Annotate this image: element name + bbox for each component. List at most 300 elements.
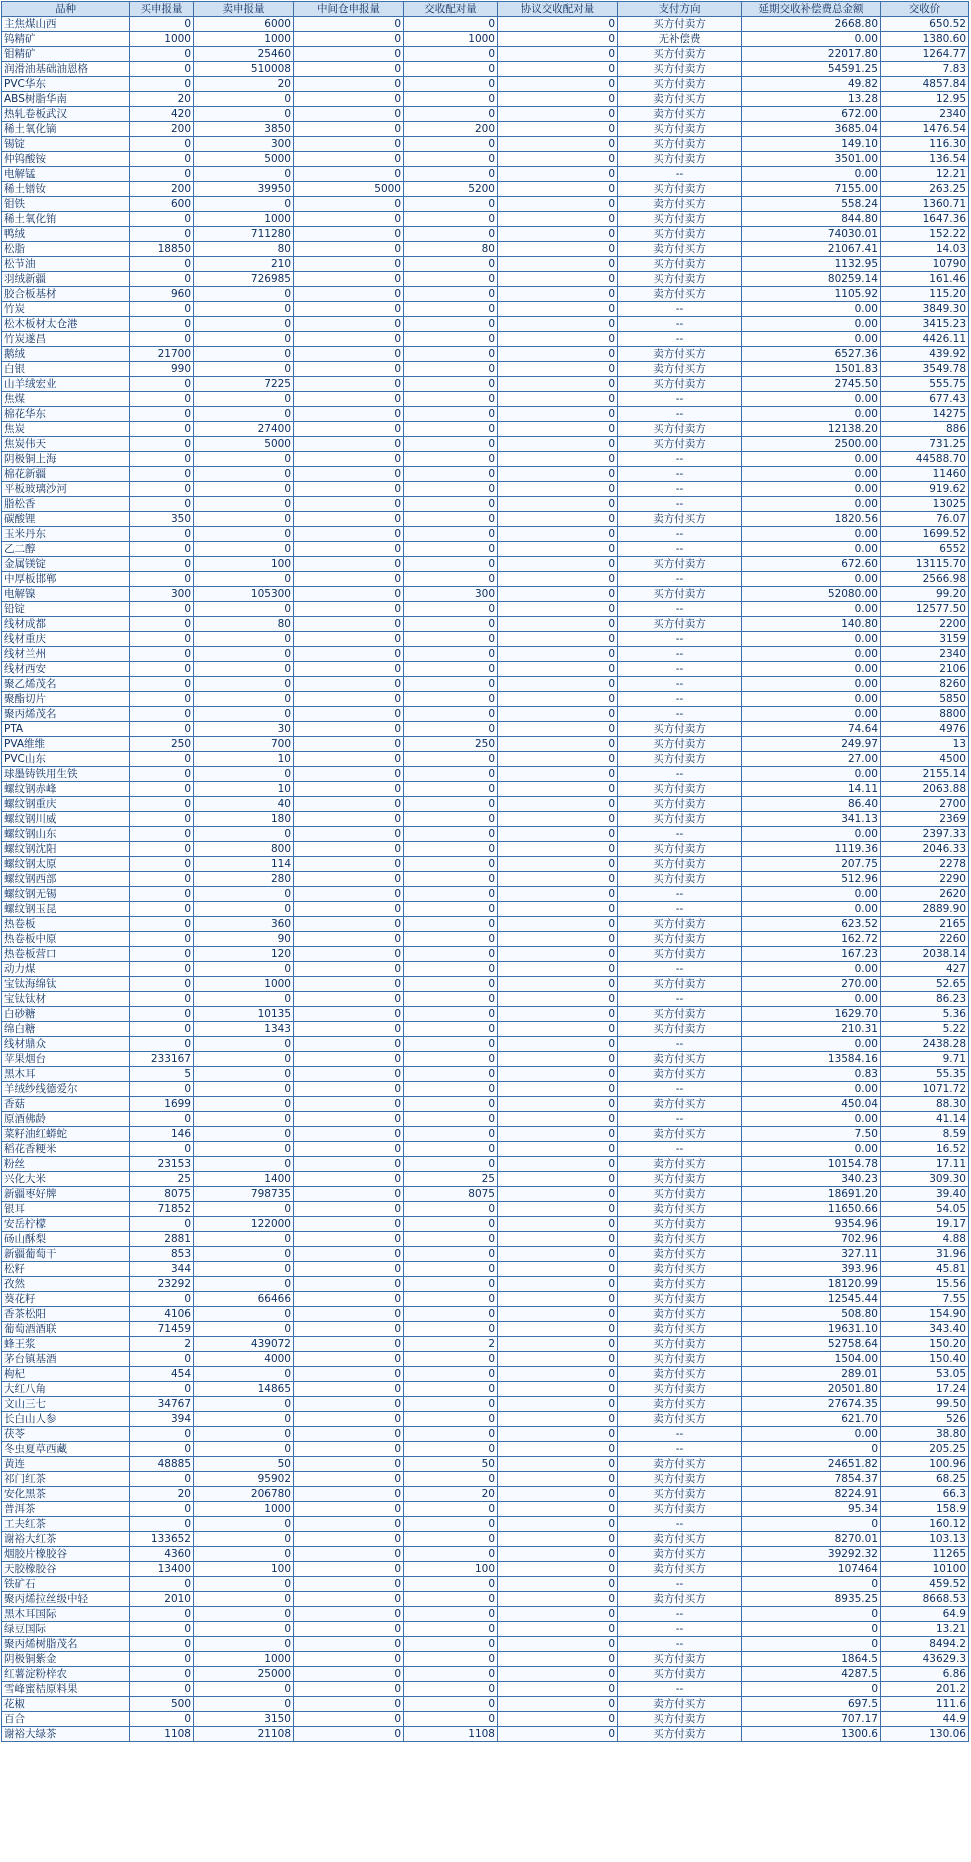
compensation-amount-cell: 74030.01 [742,227,881,242]
buy-qty-cell: 0 [130,887,194,902]
payment-direction-cell: 买方付卖方 [618,1187,742,1202]
delivery-price-cell: 2889.90 [881,902,969,917]
table-row [2,1472,969,1487]
delivery-price-cell: 201.2 [881,1682,969,1697]
agreement-matched-qty-cell: 0 [498,557,618,572]
payment-direction-cell: -- [618,1577,742,1592]
agreement-matched-qty-cell: 0 [498,782,618,797]
agreement-matched-qty-cell: 0 [498,827,618,842]
mid-warehouse-qty-cell: 0 [294,692,404,707]
matched-qty-cell: 0 [404,932,498,947]
product-name-cell: 胶合板基材 [2,287,130,302]
table-row [2,1127,969,1142]
table-row [2,1532,969,1547]
agreement-matched-qty-cell: 0 [498,1502,618,1517]
payment-direction-cell: 卖方付买方 [618,242,742,257]
mid-warehouse-qty-cell: 0 [294,332,404,347]
buy-qty-cell: 0 [130,842,194,857]
agreement-matched-qty-cell: 0 [498,917,618,932]
product-name-cell: 山羊绒宏业 [2,377,130,392]
agreement-matched-qty-cell: 0 [498,317,618,332]
delivery-price-cell: 677.43 [881,392,969,407]
agreement-matched-qty-cell: 0 [498,1487,618,1502]
delivery-price-cell: 205.25 [881,1442,969,1457]
table-row [2,1382,969,1397]
table-row [2,1622,969,1637]
payment-direction-cell: 买方付卖方 [618,1502,742,1517]
buy-qty-cell: 0 [130,482,194,497]
sell-qty-cell: 210 [194,257,294,272]
agreement-matched-qty-cell: 0 [498,1112,618,1127]
delivery-price-cell: 14.03 [881,242,969,257]
payment-direction-cell: 卖方付买方 [618,287,742,302]
mid-warehouse-qty-cell: 0 [294,722,404,737]
buy-qty-cell: 0 [130,962,194,977]
matched-qty-cell: 0 [404,1202,498,1217]
sell-qty-cell: 0 [194,647,294,662]
delivery-price-cell: 10100 [881,1562,969,1577]
matched-qty-cell: 0 [404,527,498,542]
delivery-price-cell: 111.6 [881,1697,969,1712]
compensation-amount-cell: 54591.25 [742,62,881,77]
product-name-cell: 宝钛海绵钛 [2,977,130,992]
report-container [1,1,968,1742]
mid-warehouse-qty-cell: 0 [294,1172,404,1187]
product-name-cell: 螺纹钢赤峰 [2,782,130,797]
table-row [2,737,969,752]
delivery-price-cell: 152.22 [881,227,969,242]
product-name-cell: 羊绒纱线德爱尔 [2,1082,130,1097]
column-header: 延期交收补偿费总金额 [742,2,881,17]
product-name-cell: 鹅绒 [2,347,130,362]
compensation-amount-cell: 249.97 [742,737,881,752]
sell-qty-cell: 1343 [194,1022,294,1037]
agreement-matched-qty-cell: 0 [498,1562,618,1577]
buy-qty-cell: 0 [130,137,194,152]
sell-qty-cell: 0 [194,1082,294,1097]
product-name-cell: 主焦煤山西 [2,17,130,32]
product-name-cell: 百合 [2,1712,130,1727]
table-row [2,647,969,662]
sell-qty-cell: 95902 [194,1472,294,1487]
buy-qty-cell: 350 [130,512,194,527]
payment-direction-cell: -- [618,572,742,587]
delivery-price-cell: 12.21 [881,167,969,182]
product-name-cell: 蜂王浆 [2,1337,130,1352]
sell-qty-cell: 1000 [194,1652,294,1667]
compensation-amount-cell: 167.23 [742,947,881,962]
payment-direction-cell: -- [618,662,742,677]
delivery-price-cell: 2200 [881,617,969,632]
table-row [2,1217,969,1232]
table-row [2,962,969,977]
payment-direction-cell: -- [618,632,742,647]
table-row [2,1322,969,1337]
agreement-matched-qty-cell: 0 [498,1127,618,1142]
buy-qty-cell: 0 [130,722,194,737]
matched-qty-cell: 0 [404,842,498,857]
delivery-price-cell: 5.36 [881,1007,969,1022]
mid-warehouse-qty-cell: 0 [294,1592,404,1607]
compensation-amount-cell: 0.00 [742,707,881,722]
compensation-amount-cell: 0 [742,1607,881,1622]
mid-warehouse-qty-cell: 0 [294,632,404,647]
payment-direction-cell: 买方付卖方 [618,77,742,92]
agreement-matched-qty-cell: 0 [498,707,618,722]
matched-qty-cell: 0 [404,272,498,287]
buy-qty-cell: 0 [130,17,194,32]
compensation-amount-cell: 0.00 [742,452,881,467]
matched-qty-cell: 0 [404,1607,498,1622]
matched-qty-cell: 0 [404,1367,498,1382]
table-row [2,1352,969,1367]
compensation-amount-cell: 0.00 [742,482,881,497]
buy-qty-cell: 0 [130,857,194,872]
table-row [2,812,969,827]
table-row [2,767,969,782]
mid-warehouse-qty-cell: 0 [294,872,404,887]
buy-qty-cell: 394 [130,1412,194,1427]
matched-qty-cell: 0 [404,1082,498,1097]
column-header: 交收配对量 [404,2,498,17]
matched-qty-cell: 0 [404,1547,498,1562]
sell-qty-cell: 0 [194,1142,294,1157]
buy-qty-cell: 0 [130,1352,194,1367]
delivery-price-cell: 150.40 [881,1352,969,1367]
compensation-amount-cell: 0.83 [742,1067,881,1082]
buy-qty-cell: 48885 [130,1457,194,1472]
sell-qty-cell: 280 [194,872,294,887]
delivery-price-cell: 54.05 [881,1202,969,1217]
table-row [2,872,969,887]
product-name-cell: 花椒 [2,1697,130,1712]
compensation-amount-cell: 74.64 [742,722,881,737]
payment-direction-cell: 买方付卖方 [618,1487,742,1502]
column-header: 支付方向 [618,2,742,17]
buy-qty-cell: 420 [130,107,194,122]
payment-direction-cell: 买方付卖方 [618,212,742,227]
sell-qty-cell: 798735 [194,1187,294,1202]
table-row [2,62,969,77]
matched-qty-cell: 0 [404,722,498,737]
compensation-amount-cell: 512.96 [742,872,881,887]
product-name-cell: 绿豆国际 [2,1622,130,1637]
delivery-price-cell: 2278 [881,857,969,872]
buy-qty-cell: 0 [130,752,194,767]
agreement-matched-qty-cell: 0 [498,752,618,767]
delivery-price-cell: 886 [881,422,969,437]
product-name-cell: 铅锭 [2,602,130,617]
agreement-matched-qty-cell: 0 [498,737,618,752]
payment-direction-cell: -- [618,392,742,407]
buy-qty-cell: 20 [130,1487,194,1502]
mid-warehouse-qty-cell: 0 [294,1112,404,1127]
delivery-price-cell: 115.20 [881,287,969,302]
buy-qty-cell: 5 [130,1067,194,1082]
delivery-price-cell: 45.81 [881,1262,969,1277]
matched-qty-cell: 0 [404,47,498,62]
mid-warehouse-qty-cell: 0 [294,1577,404,1592]
product-name-cell: 螺纹钢沈阳 [2,842,130,857]
compensation-amount-cell: 2745.50 [742,377,881,392]
buy-qty-cell: 0 [130,302,194,317]
compensation-amount-cell: 270.00 [742,977,881,992]
buy-qty-cell: 0 [130,1382,194,1397]
buy-qty-cell: 454 [130,1367,194,1382]
compensation-amount-cell: 52758.64 [742,1337,881,1352]
agreement-matched-qty-cell: 0 [498,932,618,947]
product-name-cell: 螺纹钢玉昆 [2,902,130,917]
matched-qty-cell: 0 [404,1067,498,1082]
product-name-cell: 平板玻璃沙河 [2,482,130,497]
product-name-cell: 润滑油基础油恩格 [2,62,130,77]
agreement-matched-qty-cell: 0 [498,347,618,362]
delivery-price-cell: 8260 [881,677,969,692]
compensation-amount-cell: 0.00 [742,167,881,182]
payment-direction-cell: 买方付卖方 [618,62,742,77]
mid-warehouse-qty-cell: 0 [294,1562,404,1577]
product-name-cell: 脂松香 [2,497,130,512]
payment-direction-cell: -- [618,302,742,317]
sell-qty-cell: 0 [194,992,294,1007]
mid-warehouse-qty-cell: 0 [294,152,404,167]
matched-qty-cell: 0 [404,1127,498,1142]
matched-qty-cell: 0 [404,152,498,167]
compensation-amount-cell: 27.00 [742,752,881,767]
buy-qty-cell: 71459 [130,1322,194,1337]
agreement-matched-qty-cell: 0 [498,767,618,782]
product-name-cell: 钼铁 [2,197,130,212]
sell-qty-cell: 100 [194,1562,294,1577]
sell-qty-cell: 0 [194,707,294,722]
buy-qty-cell: 23292 [130,1277,194,1292]
buy-qty-cell: 0 [130,407,194,422]
matched-qty-cell: 0 [404,1307,498,1322]
table-row [2,947,969,962]
mid-warehouse-qty-cell: 0 [294,782,404,797]
compensation-amount-cell: 450.04 [742,1097,881,1112]
product-name-cell: 金属镁锭 [2,557,130,572]
matched-qty-cell: 0 [404,1667,498,1682]
sell-qty-cell: 0 [194,1067,294,1082]
mid-warehouse-qty-cell: 0 [294,1532,404,1547]
compensation-amount-cell: 7.50 [742,1127,881,1142]
table-row [2,1307,969,1322]
product-name-cell: 大红八角 [2,1382,130,1397]
delivery-price-cell: 19.17 [881,1217,969,1232]
matched-qty-cell: 0 [404,692,498,707]
agreement-matched-qty-cell: 0 [498,407,618,422]
compensation-amount-cell: 1501.83 [742,362,881,377]
agreement-matched-qty-cell: 0 [498,632,618,647]
compensation-amount-cell: 22017.80 [742,47,881,62]
buy-qty-cell: 0 [130,977,194,992]
matched-qty-cell: 0 [404,632,498,647]
agreement-matched-qty-cell: 0 [498,107,618,122]
mid-warehouse-qty-cell: 0 [294,347,404,362]
sell-qty-cell: 0 [194,407,294,422]
compensation-amount-cell: 0.00 [742,527,881,542]
sell-qty-cell: 0 [194,1547,294,1562]
sell-qty-cell: 0 [194,1037,294,1052]
matched-qty-cell: 0 [404,1142,498,1157]
sell-qty-cell: 510008 [194,62,294,77]
sell-qty-cell: 0 [194,302,294,317]
compensation-amount-cell: 0.00 [742,467,881,482]
payment-direction-cell: 卖方付买方 [618,1592,742,1607]
delivery-price-cell: 1647.36 [881,212,969,227]
buy-qty-cell: 0 [130,1112,194,1127]
matched-qty-cell: 0 [404,347,498,362]
matched-qty-cell: 0 [404,707,498,722]
payment-direction-cell: -- [618,167,742,182]
matched-qty-cell: 0 [404,1697,498,1712]
agreement-matched-qty-cell: 0 [498,1232,618,1247]
product-name-cell: 线材西安 [2,662,130,677]
delivery-price-cell: 650.52 [881,17,969,32]
column-header: 买申报量 [130,2,194,17]
product-name-cell: PVC华东 [2,77,130,92]
buy-qty-cell: 133652 [130,1532,194,1547]
compensation-amount-cell: 0.00 [742,407,881,422]
agreement-matched-qty-cell: 0 [498,122,618,137]
product-name-cell: 稀土氧化铕 [2,212,130,227]
delivery-price-cell: 15.56 [881,1277,969,1292]
compensation-amount-cell: 19631.10 [742,1322,881,1337]
matched-qty-cell: 0 [404,362,498,377]
sell-qty-cell: 0 [194,1442,294,1457]
buy-qty-cell: 0 [130,272,194,287]
buy-qty-cell: 0 [130,1442,194,1457]
delivery-price-cell: 13.21 [881,1622,969,1637]
product-name-cell: 工夫红茶 [2,1517,130,1532]
mid-warehouse-qty-cell: 0 [294,1187,404,1202]
table-row [2,1697,969,1712]
sell-qty-cell: 0 [194,512,294,527]
sell-qty-cell: 0 [194,677,294,692]
compensation-amount-cell: 3685.04 [742,122,881,137]
agreement-matched-qty-cell: 0 [498,77,618,92]
compensation-amount-cell: 1119.36 [742,842,881,857]
product-name-cell: 葡萄酒酒联 [2,1322,130,1337]
buy-qty-cell: 0 [130,1637,194,1652]
product-name-cell: 聚丙烯拉丝级中轻 [2,1592,130,1607]
table-body [2,17,969,1742]
matched-qty-cell: 0 [404,1022,498,1037]
delivery-price-cell: 161.46 [881,272,969,287]
compensation-amount-cell: 20501.80 [742,1382,881,1397]
mid-warehouse-qty-cell: 0 [294,932,404,947]
matched-qty-cell: 0 [404,1622,498,1637]
buy-qty-cell: 0 [130,152,194,167]
buy-qty-cell: 13400 [130,1562,194,1577]
mid-warehouse-qty-cell: 0 [294,497,404,512]
table-row [2,1502,969,1517]
compensation-amount-cell: 24651.82 [742,1457,881,1472]
compensation-amount-cell: 0.00 [742,332,881,347]
delivery-price-cell: 2340 [881,107,969,122]
compensation-amount-cell: 0.00 [742,902,881,917]
matched-qty-cell: 0 [404,767,498,782]
product-name-cell: 祁门红茶 [2,1472,130,1487]
matched-qty-cell: 0 [404,1472,498,1487]
compensation-amount-cell: 672.60 [742,557,881,572]
mid-warehouse-qty-cell: 0 [294,1007,404,1022]
mid-warehouse-qty-cell: 0 [294,1622,404,1637]
table-row [2,542,969,557]
agreement-matched-qty-cell: 0 [498,1307,618,1322]
matched-qty-cell: 0 [404,497,498,512]
buy-qty-cell: 0 [130,437,194,452]
matched-qty-cell: 0 [404,1262,498,1277]
agreement-matched-qty-cell: 0 [498,32,618,47]
delivery-price-cell: 66.3 [881,1487,969,1502]
compensation-amount-cell: 11650.66 [742,1202,881,1217]
agreement-matched-qty-cell: 0 [498,1637,618,1652]
matched-qty-cell: 20 [404,1487,498,1502]
product-name-cell: 安岳柠檬 [2,1217,130,1232]
compensation-amount-cell: 340.23 [742,1172,881,1187]
sell-qty-cell: 5000 [194,152,294,167]
delivery-price-cell: 17.24 [881,1382,969,1397]
agreement-matched-qty-cell: 0 [498,1727,618,1742]
agreement-matched-qty-cell: 0 [498,1382,618,1397]
buy-qty-cell: 4106 [130,1307,194,1322]
matched-qty-cell: 0 [404,467,498,482]
agreement-matched-qty-cell: 0 [498,1517,618,1532]
buy-qty-cell: 0 [130,677,194,692]
mid-warehouse-qty-cell: 0 [294,1037,404,1052]
table-row [2,197,969,212]
compensation-amount-cell: 13584.16 [742,1052,881,1067]
agreement-matched-qty-cell: 0 [498,992,618,1007]
table-row [2,92,969,107]
table-row [2,1097,969,1112]
buy-qty-cell: 0 [130,902,194,917]
buy-qty-cell: 1699 [130,1097,194,1112]
payment-direction-cell: 卖方付买方 [618,1457,742,1472]
table-row [2,1547,969,1562]
product-name-cell: 松节油 [2,257,130,272]
compensation-amount-cell: 697.5 [742,1697,881,1712]
payment-direction-cell: 卖方付买方 [618,197,742,212]
sell-qty-cell: 80 [194,242,294,257]
table-row [2,782,969,797]
product-name-cell: 螺纹钢山东 [2,827,130,842]
matched-qty-cell: 0 [404,1517,498,1532]
sell-qty-cell: 40 [194,797,294,812]
payment-direction-cell: 买方付卖方 [618,722,742,737]
payment-direction-cell: -- [618,317,742,332]
table-row [2,1052,969,1067]
payment-direction-cell: 买方付卖方 [618,812,742,827]
table-row [2,932,969,947]
delivery-price-cell: 99.50 [881,1397,969,1412]
payment-direction-cell: 卖方付买方 [618,1697,742,1712]
mid-warehouse-qty-cell: 0 [294,1607,404,1622]
payment-direction-cell: 买方付卖方 [618,437,742,452]
sell-qty-cell: 726985 [194,272,294,287]
payment-direction-cell: 卖方付买方 [618,107,742,122]
table-row [2,227,969,242]
agreement-matched-qty-cell: 0 [498,1337,618,1352]
table-row [2,902,969,917]
product-name-cell: 烟胶片橡胶谷 [2,1547,130,1562]
matched-qty-cell: 250 [404,737,498,752]
agreement-matched-qty-cell: 0 [498,392,618,407]
compensation-amount-cell: 7854.37 [742,1472,881,1487]
mid-warehouse-qty-cell: 0 [294,617,404,632]
